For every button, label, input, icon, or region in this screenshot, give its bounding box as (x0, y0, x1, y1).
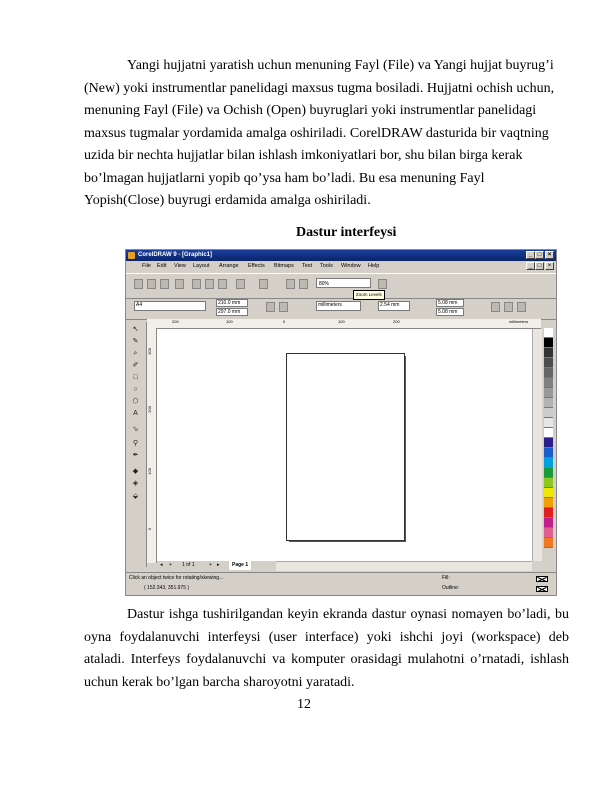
palette-swatch[interactable] (544, 438, 553, 448)
text-line: menuning Fayl (File) va Ochish (Open) buyruglari yoki instrumentlar panelidagi (84, 103, 537, 118)
heading-text: Dastur interfeysi (296, 225, 397, 240)
palette-swatch[interactable] (544, 368, 553, 378)
palette-swatch[interactable] (544, 478, 553, 488)
text-line: maxsus tugmalar yordamida amalga oshiriladi. CorelDRAW dasturida bir vaqtning (84, 125, 549, 141)
close-icon[interactable]: × (545, 251, 554, 259)
menu-arrange[interactable]: Arrange (219, 263, 239, 269)
title-bar (126, 250, 556, 261)
snap-objects-icon[interactable] (517, 302, 526, 312)
ruler-label: 300 (147, 348, 152, 355)
interactive-fill-icon[interactable]: ◈ (132, 480, 139, 487)
menu-tools[interactable]: Tools (320, 263, 333, 269)
portrait-icon[interactable] (266, 302, 275, 312)
menu-file[interactable]: File (142, 263, 151, 269)
menu-text[interactable]: Text (302, 263, 313, 269)
save-icon[interactable] (160, 279, 169, 289)
new-document-icon[interactable] (134, 279, 143, 289)
landscape-icon[interactable] (279, 302, 288, 312)
menu-layout[interactable]: Layout (193, 263, 210, 269)
menu-window[interactable]: Window (341, 263, 361, 269)
palette-swatch[interactable] (544, 408, 553, 418)
no-outline-icon (536, 586, 548, 592)
minimize-icon[interactable]: _ (526, 251, 535, 259)
paste-icon[interactable] (218, 279, 227, 289)
bucket-fill-icon[interactable]: ⬙ (132, 493, 139, 500)
text-line: Dastur ishga tushirilgandan keyin ekranda dastur oynasi nomayen bo’ladi, bu (127, 607, 569, 622)
palette-swatch[interactable] (544, 378, 553, 388)
ruler-units: millimeters (509, 319, 529, 324)
interface-paragraph (84, 604, 569, 694)
horizontal-ruler (147, 319, 541, 329)
no-fill-icon (536, 576, 548, 582)
text-line: uchun kerak bo’lgan barcha sharoyotni yaratadi. (84, 674, 355, 690)
doc-close-icon[interactable]: × (545, 262, 554, 270)
text-line: Yangi hujjatni yaratish uchun menuning Fayl (File) va Yangi hujjat buyrug’i (127, 58, 554, 73)
duplicate-x-field[interactable]: 5.08 mm (436, 299, 464, 307)
pick-tool-icon[interactable]: ↖ (132, 326, 139, 333)
ruler-label: 100 (338, 319, 345, 324)
color-palette (544, 328, 553, 550)
text-tool-icon[interactable]: A (133, 410, 138, 417)
ruler-label: 0 (283, 319, 286, 324)
ruler-label: 100 (147, 468, 152, 475)
palette-swatch[interactable] (544, 398, 553, 408)
eyedropper-icon[interactable]: ⚲ (132, 440, 139, 447)
palette-swatch[interactable] (544, 518, 553, 528)
first-page-icon[interactable]: ◂ (160, 562, 163, 568)
standard-toolbar (126, 273, 556, 299)
polygon-tool-icon[interactable]: ⬡ (132, 398, 139, 405)
outline-tool-icon[interactable]: ✒ (132, 452, 139, 459)
redo-icon[interactable] (259, 279, 268, 289)
drawing-page[interactable] (286, 353, 405, 541)
paper-type-select[interactable]: A4 (134, 301, 206, 311)
palette-swatch[interactable] (544, 488, 553, 498)
palette-swatch[interactable] (544, 468, 553, 478)
ruler-label: 200 (147, 406, 152, 413)
page-tab[interactable]: Page 1 (229, 561, 251, 570)
coreldraw-app-icon (128, 252, 135, 259)
menu-bar (126, 261, 556, 271)
horizontal-scrollbar[interactable] (276, 561, 532, 571)
page-count: 1 of 1 (182, 562, 195, 568)
interactive-blend-icon[interactable]: ⬂ (132, 426, 139, 433)
cut-icon[interactable] (192, 279, 201, 289)
snap-grid-icon[interactable] (491, 302, 500, 312)
menu-effects[interactable]: Effects (248, 263, 265, 269)
duplicate-y-field[interactable]: 5.08 mm (436, 308, 464, 316)
vertical-scrollbar[interactable] (532, 329, 542, 561)
status-hint: Click an object twice for rotating/skewing... (129, 575, 224, 581)
add-page-end-icon[interactable]: + (209, 562, 212, 568)
menu-bitmaps[interactable]: Bitmaps (274, 263, 294, 269)
ruler-label: 200 (393, 319, 400, 324)
maximize-icon[interactable]: □ (535, 251, 544, 259)
add-page-icon[interactable]: + (169, 562, 172, 568)
application-launcher-icon[interactable] (378, 279, 387, 289)
palette-swatch[interactable] (544, 418, 553, 428)
menu-edit[interactable]: Edit (157, 263, 167, 269)
palette-swatch[interactable] (544, 388, 553, 398)
page-number: 12 (297, 697, 311, 712)
undo-icon[interactable] (236, 279, 245, 289)
palette-swatch[interactable] (544, 458, 553, 468)
vertical-ruler (147, 328, 157, 563)
status-bar (126, 572, 556, 596)
palette-swatch[interactable] (544, 358, 553, 368)
print-icon[interactable] (175, 279, 184, 289)
window-title: CorelDRAW 9 - [Graphic1] (138, 252, 213, 258)
toolbox (126, 322, 147, 567)
zoom-levels-select[interactable]: 80% (316, 278, 371, 288)
ruler-label: 200 (172, 319, 179, 324)
outline-label: Outline: (442, 585, 460, 591)
nudge-field[interactable]: 2.54 mm (378, 301, 410, 311)
text-line: uzida bir nechta hujjatlar bilan ishlash imkoniyatlari bor, shu bilan birga kerak (84, 148, 523, 163)
palette-swatch[interactable] (544, 508, 553, 518)
property-bar (126, 297, 556, 320)
menu-view[interactable]: View (174, 263, 186, 269)
text-line: Yopish(Close) buyrugi erdamida amalga oshiriladi. (84, 193, 371, 208)
import-icon[interactable] (286, 279, 295, 289)
palette-swatch[interactable] (544, 328, 553, 338)
page-navigator (157, 561, 276, 570)
last-page-icon[interactable]: ▸ (217, 562, 220, 568)
export-icon[interactable] (299, 279, 308, 289)
ellipse-tool-icon[interactable]: ○ (133, 386, 138, 393)
ruler-label: 100 (226, 319, 233, 324)
doc-minimize-icon[interactable]: _ (526, 262, 535, 270)
text-line: (New) yoki instrumentlar panelidagi maxsus tugma bosiladi. Hujjatni ochish uchun, (84, 80, 555, 96)
open-icon[interactable] (147, 279, 156, 289)
palette-swatch[interactable] (544, 448, 553, 458)
zoom-tool-icon[interactable]: ⌕ (133, 350, 138, 357)
intro-paragraph (84, 55, 554, 213)
text-line: ataladi. Interfeys foydalanuvchi va komputer orasidagi mulahotni o’rnatadi, ishlash (84, 652, 569, 668)
palette-swatch[interactable] (544, 498, 553, 508)
rectangle-tool-icon[interactable]: □ (133, 374, 138, 381)
paper-height-field[interactable]: 297.0 mm (216, 308, 248, 316)
cursor-coordinates: ( 152.343, 351.975 ) (144, 585, 190, 591)
zoom-tooltip: Zoom Levels (353, 290, 385, 300)
palette-swatch[interactable] (544, 428, 553, 438)
ruler-label: 0 (147, 528, 152, 531)
palette-swatch[interactable] (544, 348, 553, 358)
doc-restore-icon[interactable]: □ (535, 262, 544, 270)
palette-swatch[interactable] (544, 338, 553, 348)
palette-swatch[interactable] (544, 538, 553, 548)
units-select[interactable]: millimeters (316, 301, 361, 311)
coreldraw-screenshot (125, 249, 557, 596)
copy-icon[interactable] (205, 279, 214, 289)
palette-swatch[interactable] (544, 528, 553, 538)
fill-label: Fill: (442, 575, 450, 581)
freehand-tool-icon[interactable]: ✐ (132, 362, 139, 369)
text-line: oyna foydalanuvchi interfeysi (user interface) yoki ishchi joyi (workspace) deb (84, 629, 569, 645)
paper-width-field[interactable]: 210.0 mm (216, 299, 248, 307)
snap-guidelines-icon[interactable] (504, 302, 513, 312)
text-line: bo’lmagan hujjatlarni yopib qo’ysa ham bo’ladi. Bu esa menuning Fayl (84, 170, 485, 186)
fill-tool-icon[interactable]: ◆ (132, 468, 139, 475)
menu-help[interactable]: Help (368, 263, 380, 269)
shape-tool-icon[interactable]: ✎ (132, 338, 139, 345)
